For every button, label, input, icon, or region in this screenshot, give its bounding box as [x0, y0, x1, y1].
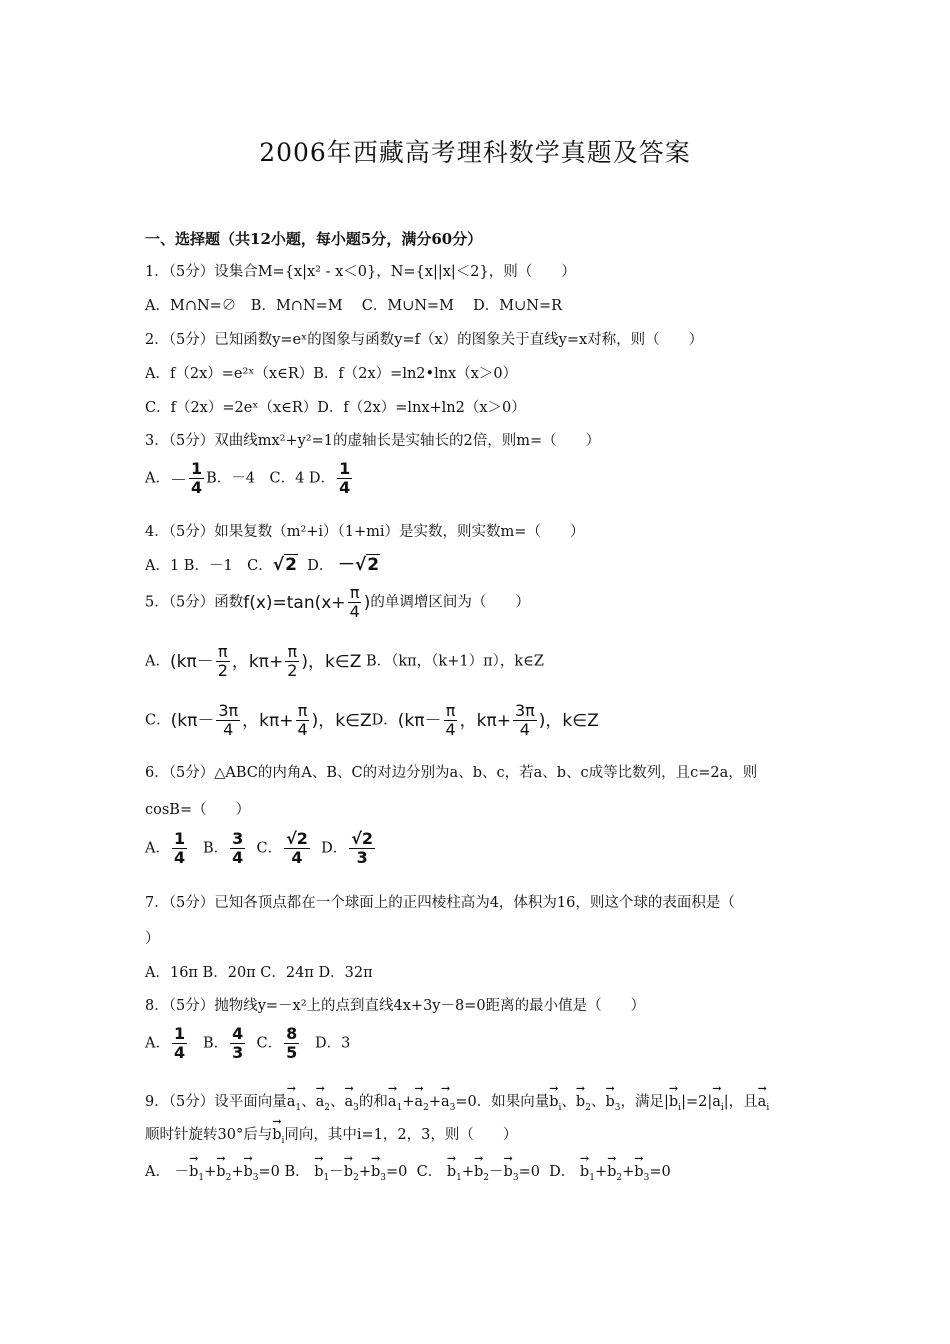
- minus-sign: －: [169, 471, 187, 491]
- sqrt-expression: －√2: [337, 555, 380, 575]
- interval-expression: (kπ－ $\frac{3\pi}{4}$ ，kπ+ $\frac{\pi}{4}$ )，k∈Z: [170, 701, 372, 739]
- options-bcd: B．－4 C．4 D．: [206, 470, 336, 487]
- question-2-stem: 2．（5分）已知函数y=eˣ的图象与函数y=f（x）的图象关于直线y=x对称，则（ ）: [145, 332, 704, 348]
- question-4-stem: 4．（5分）如果复数（m²+i）（1+mi）是实数，则实数m=（ ）: [145, 524, 585, 540]
- page-title: 2006年西藏高考理科数学真题及答案: [259, 138, 691, 167]
- question-5-options-cd: C．(kπ－ $\frac{3\pi}{4}$ ，kπ+ $\frac{\pi}{4}$ )，k∈ZD．(kπ－ $\frac{\pi}{4}$ ，kπ+ $\frac{3\pi}{4}$ )，k∈Z: [145, 701, 599, 739]
- question-3-options: [145, 460, 354, 497]
- fraction: $\frac{1}{4}$: [339, 459, 351, 497]
- fraction: $\frac{1}{4}$: [190, 459, 203, 497]
- question-9-stem-line1: 9．（5分）设平面向量→ $a_1$、→ $a_2$、→ $a_3$的和→ $a_1+\to a_2+\to a_3=0$．如果向量→ $b_i$、→ $b_2$、→ $b_3$，满足|→ $b_i|=2|\to a_i|$，且→ $a_i$: [145, 1090, 769, 1113]
- interval-expression: (kπ－ $\frac{\pi}{4}$ ，kπ+ $\frac{3\pi}{4}$ )，k∈Z: [397, 701, 599, 739]
- question-2-options-ab: A．f（2x）=e²ˣ（x∈R）B．f（2x）=ln2•lnx（x＞0）: [145, 366, 518, 382]
- question-1-options: A．M∩N=∅ B．M∩N=M C．M∪N=M D．M∪N=R: [145, 298, 563, 314]
- function-expression: f(x)=tan(x+ $\frac{\pi}{4}$ ): [243, 583, 371, 621]
- question-6-stem-line1: 6．（5分）△ABC的内角A、B、C的对边分别为a、b、c，若a、b、c成等比数列，且c=2a，则: [145, 765, 758, 781]
- interval-expression: (kπ－ $\frac{\pi}{2}$ ，kπ+ $\frac{\pi}{2}$ )，k∈Z: [169, 642, 362, 680]
- question-8-stem: 8．（5分）抛物线y=－x²上的点到直线4x+3y－8=0距离的最小值是（ ）: [145, 998, 646, 1014]
- question-6-options: A． $\frac{1}{4}$ B． $\frac{3}{4}$ C． $\frac{√2}{4}$ D． $\frac{√2}{3}$: [145, 829, 374, 867]
- option-d-label: D．: [307, 558, 334, 574]
- question-9-options: A． －→ $b_1+\to b_2+\to b_3=0$ B． → $b_1-\to b_2+\to b_3=0$ C． → $b_1+\to b_2-\to b_3=0$ D． → $b_1+\to b_2+\to b_3=0$: [145, 1160, 671, 1183]
- question-6-stem-line2: cosB=（ ）: [145, 802, 251, 818]
- options-abc: A．1 B．－1 C．: [145, 558, 273, 574]
- question-5-options-ab: A．(kπ－ $\frac{\pi}{2}$ ，kπ+ $\frac{\pi}{2}$ )，k∈Z B．（kπ，（k+1）π），k∈Z: [145, 642, 544, 680]
- question-9-stem-line2: 顺时针旋转30°后与→ $b_i$同向，其中i=1，2，3，则（ ）: [145, 1123, 517, 1146]
- question-5-stem: 5．（5分）函数f(x)=tan(x+ $\frac{\pi}{4}$ )的单调增区间为（ ）: [145, 583, 530, 621]
- question-3-stem: 3．（5分）双曲线mx²+y²=1的虚轴长是实轴长的2倍，则m=（ ）: [145, 433, 601, 449]
- question-4-options: [145, 550, 380, 575]
- sqrt-expression: √2: [272, 555, 297, 575]
- section-heading: 一、选择题（共12小题，每小题5分，满分60分）: [145, 230, 483, 248]
- question-7-stem-line1: 7．（5分）已知各顶点都在一个球面上的正四棱柱高为4，体积为16，则这个球的表面积是（: [145, 895, 735, 911]
- option-a-label: A．: [145, 470, 170, 487]
- question-1-stem: 1．（5分）设集合M={x|x² - x＜0}，N={x||x|＜2}，则（ ）: [145, 264, 576, 280]
- question-8-options: A． $\frac{1}{4}$ B． $\frac{4}{3}$ C． $\frac{8}{5}$ D．3: [145, 1024, 351, 1062]
- question-7-options: A．16π B．20π C．24π D．32π: [145, 965, 373, 981]
- question-7-stem-line2: ）: [145, 931, 160, 947]
- question-2-options-cd: C．f（2x）=2eˣ（x∈R）D．f（2x）=lnx+ln2（x＞0）: [145, 400, 526, 416]
